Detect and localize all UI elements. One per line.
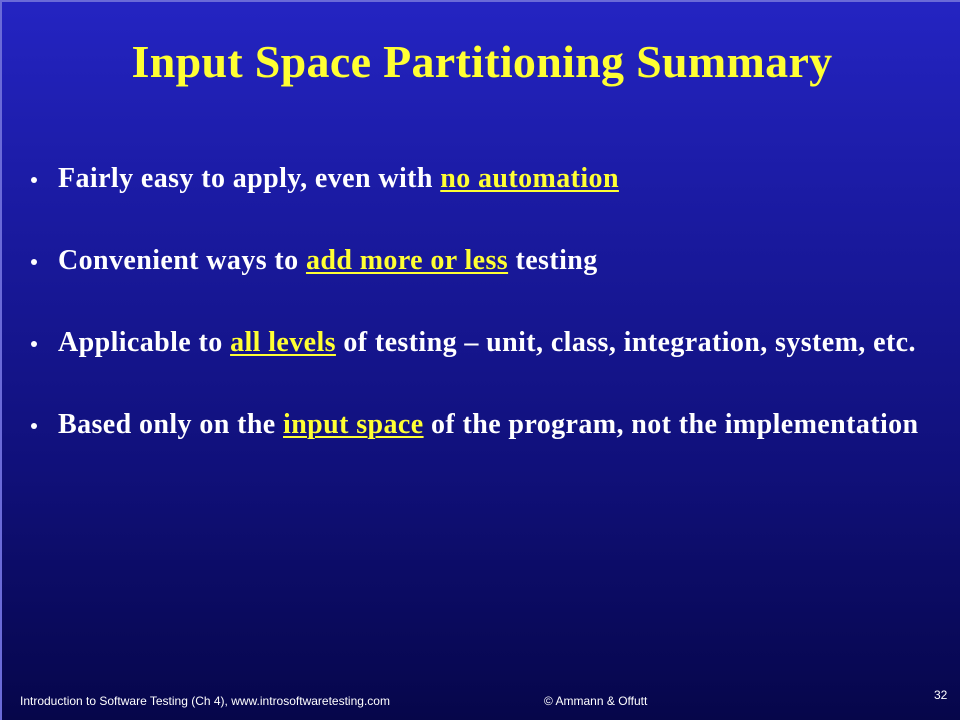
bullet-highlight: no automation (440, 163, 619, 194)
bullet-text-post: of testing – unit, class, integration, system, etc. (335, 327, 916, 358)
bullet-item (24, 326, 924, 360)
bullet-highlight: input space (283, 409, 424, 440)
bullet-dot-icon (31, 341, 37, 347)
page-number: 32 (934, 688, 948, 702)
bullet-text-pre: Fairly easy to apply, even with (58, 163, 441, 194)
bullet-dot-icon (31, 177, 37, 183)
bullet-text-post: testing (508, 245, 598, 276)
bullet-text-pre: Convenient ways to (58, 245, 306, 276)
bullet-text-pre: Applicable to (58, 327, 231, 358)
footer-copyright: © Ammann & Offutt (544, 694, 648, 708)
footer-source: Introduction to Software Testing (Ch 4), www.introsoftwaretesting.com (20, 694, 390, 708)
slide-title: Input Space Partitioning Summary (131, 36, 833, 87)
bullet-list (24, 162, 924, 490)
bullet-text-post: of the program, not the implementation (423, 409, 919, 440)
bullet-item (24, 408, 924, 442)
bullet-item (24, 244, 924, 278)
bullet-dot-icon (31, 423, 37, 429)
bullet-text-pre: Based only on the (58, 409, 284, 440)
bullet-dot-icon (31, 259, 37, 265)
bullet-item (24, 162, 924, 196)
bullet-highlight: add more or less (305, 245, 509, 276)
bullet-highlight: all levels (230, 327, 336, 358)
